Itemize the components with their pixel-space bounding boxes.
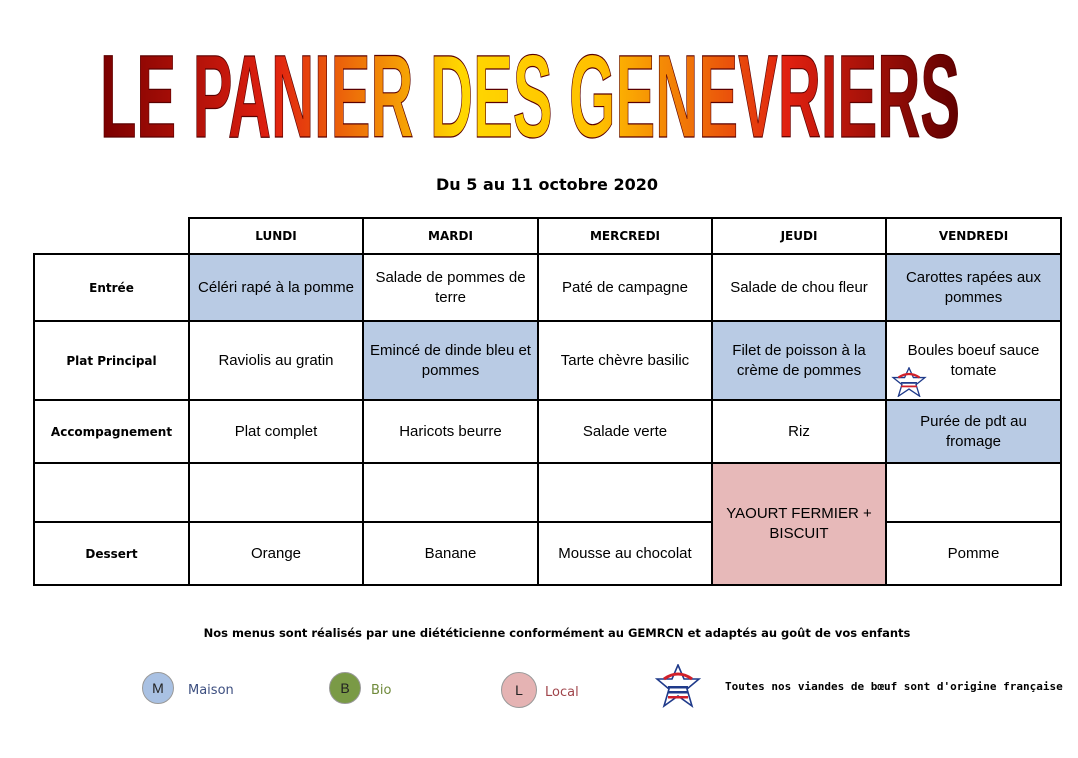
legend-letter: M [152,680,164,696]
day-header: JEUDI [712,218,886,254]
row-label: Entrée [34,254,189,321]
legend-label: Maison [188,682,234,698]
menu-cell: Salade de chou fleur [712,254,886,321]
menu-cell: Tarte chèvre basilic [538,321,712,400]
empty-cell [189,463,363,522]
empty-cell [886,463,1061,522]
viande-bovine-francaise-icon [891,367,927,397]
header-row [34,218,1061,254]
legend-label: Local [545,684,579,700]
table-row [34,254,1061,321]
corner-blank [34,218,189,254]
menu-cell: Boules boeuf sauce tomate [907,341,1040,379]
menu-cell: Filet de poisson à la crème de pommes [712,321,886,400]
table-row [34,321,1061,400]
legend-maison [142,672,234,704]
origin-text: Toutes nos viandes de bœuf sont d'origine française [725,679,1063,693]
page-title: LE PANIER DES GENEVRIERS [100,31,960,163]
empty-cell [363,463,538,522]
page-title-banner [95,22,965,167]
maison-badge-icon [142,672,174,704]
local-badge-icon [501,672,537,708]
empty-cell [34,463,189,522]
menu-cell: Pomme [886,522,1061,585]
table-row [34,400,1061,463]
legend-bio [329,672,391,704]
day-header: VENDREDI [886,218,1061,254]
bio-badge-icon [329,672,361,704]
menu-cell: Purée de pdt au fromage [886,400,1061,463]
viande-bovine-francaise-logo-icon [655,664,701,708]
menu-cell: Riz [712,400,886,463]
row-label: Accompagnement [34,400,189,463]
menu-cell: Paté de campagne [538,254,712,321]
row-label: Dessert [34,522,189,585]
legend-local [501,672,579,708]
date-range: Du 5 au 11 octobre 2020 [436,175,658,194]
day-header: MERCREDI [538,218,712,254]
menu-cell: Céléri rapé à la pomme [189,254,363,321]
menu-cell: Plat complet [189,400,363,463]
day-header: MARDI [363,218,538,254]
menu-cell: Orange [189,522,363,585]
empty-cell [538,463,712,522]
legend-letter: B [340,680,350,696]
menu-cell: Haricots beurre [363,400,538,463]
menu-cell: Salade de pommes de terre [363,254,538,321]
menu-cell: Carottes rapées aux pommes [886,254,1061,321]
menu-cell: YAOURT FERMIER + BISCUIT [712,463,886,585]
menu-cell: Raviolis au gratin [189,321,363,400]
menu-cell: Banane [363,522,538,585]
legend-letter: L [515,682,523,698]
menu-cell: Mousse au chocolat [538,522,712,585]
table-row [34,522,1061,585]
menu-cell: Salade verte [538,400,712,463]
legend-label: Bio [371,682,392,698]
origin-note [655,664,1063,708]
title-wordart [95,22,965,167]
menu-table [33,217,1062,586]
menu-cell: Emincé de dinde bleu et pommes [363,321,538,400]
row-label: Plat Principal [34,321,189,400]
footer-note: Nos menus sont réalisés par une diététicienne conformément au GEMRCN et adaptés au goût de vos enfants [203,626,911,640]
menu-cell-with-logo [886,321,1061,400]
day-header: LUNDI [189,218,363,254]
table-row-empty [34,463,1061,522]
